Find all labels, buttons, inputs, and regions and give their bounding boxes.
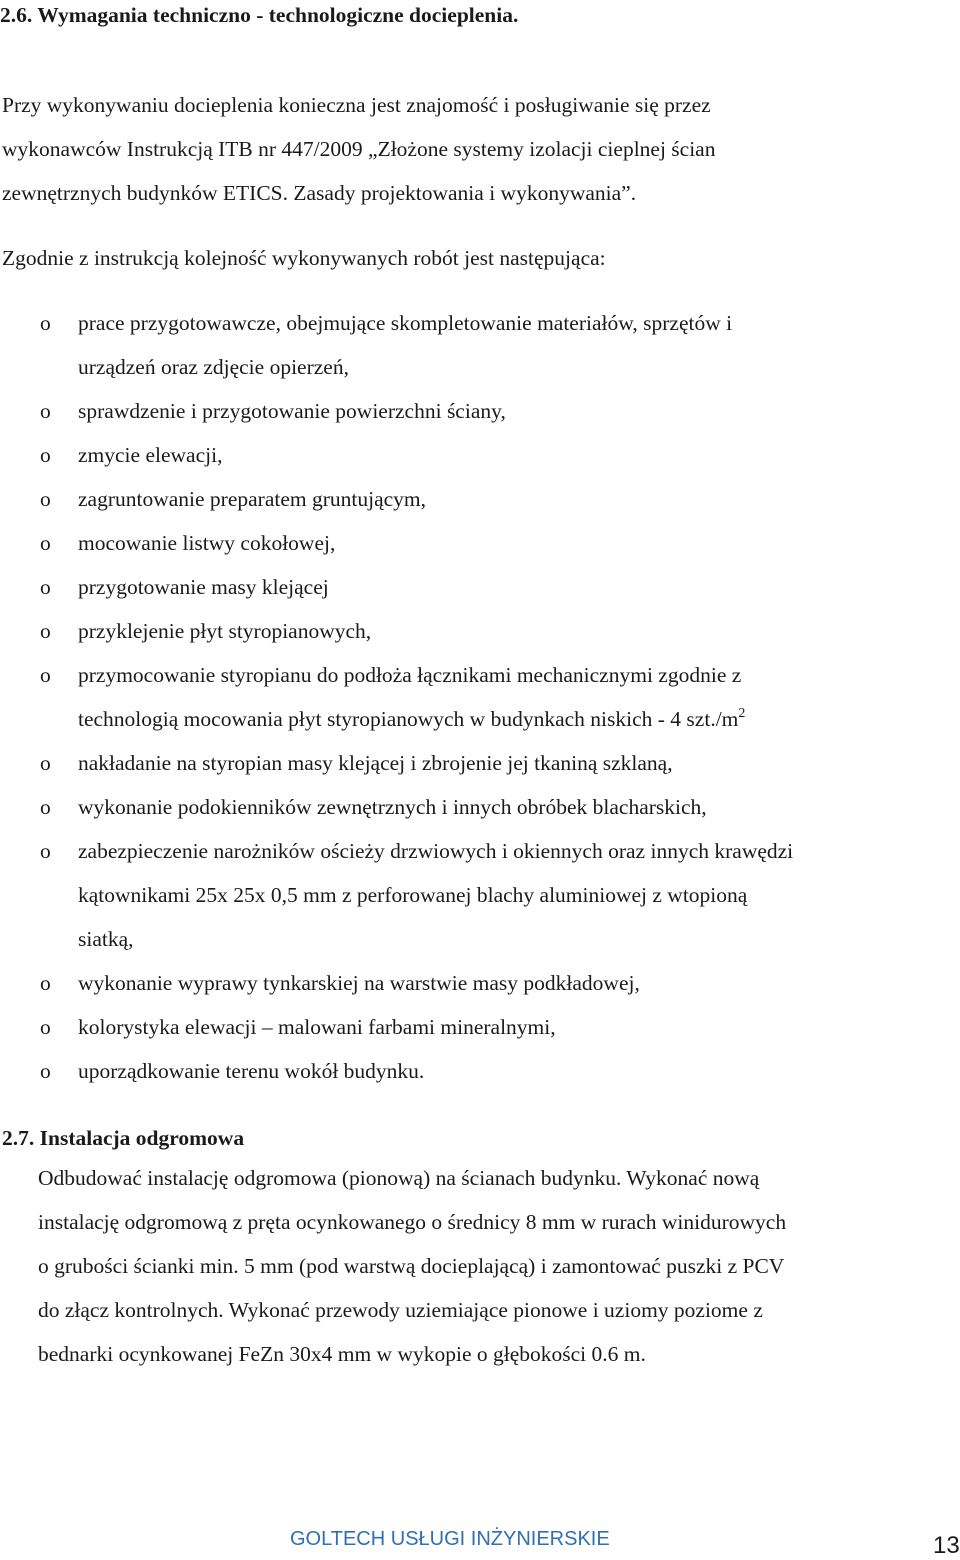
list-item-continuation: kątownikami 25x 25x 0,5 mm z perforowanej blachy aluminiowej z wtopioną xyxy=(78,883,748,907)
list-item: przymocowanie styropianu do podłoża łącznikami mechanicznymi zgodnie z xyxy=(78,663,742,687)
bullet-marker: o xyxy=(40,839,51,863)
bullet-marker: o xyxy=(40,1015,51,1039)
list-item: sprawdzenie i przygotowanie powierzchni ściany, xyxy=(78,399,506,423)
list-item-continuation: urządzeń oraz zdjęcie opierzeń, xyxy=(78,355,349,379)
list-item: zmycie elewacji, xyxy=(78,443,223,467)
list-item: zabezpieczenie narożników ościeży drzwiowych i okiennych oraz innych krawędzi xyxy=(78,839,794,863)
section-heading-2-7: 2.7. Instalacja odgromowa xyxy=(2,1126,245,1150)
bullet-marker: o xyxy=(40,399,51,423)
footer-company: GOLTECH USŁUGI INŻYNIERSKIE xyxy=(290,1528,610,1550)
order-intro: Zgodnie z instrukcją kolejność wykonywanych robót jest następująca: xyxy=(2,246,606,270)
bullet-marker: o xyxy=(40,663,51,687)
paragraph-line: bednarki ocynkowanej FeZn 30x4 mm w wykopie o głębokości 0.6 m. xyxy=(38,1342,646,1366)
bullet-marker: o xyxy=(40,531,51,555)
bullet-marker: o xyxy=(40,971,51,995)
list-item: kolorystyka elewacji – malowani farbami mineralnymi, xyxy=(78,1015,556,1039)
list-item-continuation xyxy=(78,705,745,733)
list-item-continuation: siatką, xyxy=(78,927,134,951)
list-item: zagruntowanie preparatem gruntującym, xyxy=(78,487,427,511)
paragraph-line: o grubości ścianki min. 5 mm (pod warstwą docieplającą) i zamontować puszki z PCV xyxy=(38,1254,785,1278)
paragraph-line: Odbudować instalację odgromowa (pionową) na ścianach budynku. Wykonać nową xyxy=(38,1166,760,1190)
list-item: mocowanie listwy cokołowej, xyxy=(78,531,336,555)
intro-line-2: wykonawców Instrukcją ITB nr 447/2009 „Złożone systemy izolacji cieplnej ścian xyxy=(2,137,716,161)
bullet-marker: o xyxy=(40,1059,51,1083)
bullet-marker: o xyxy=(40,487,51,511)
paragraph-line: do złącz kontrolnych. Wykonać przewody uziemiające pionowe i uziomy poziome z xyxy=(38,1298,763,1322)
intro-line-1: Przy wykonywaniu docieplenia konieczna jest znajomość i posługiwanie się przez xyxy=(2,93,711,117)
page-number: 13 xyxy=(933,1532,960,1559)
bullet-marker: o xyxy=(40,795,51,819)
list-item: prace przygotowawcze, obejmujące skompletowanie materiałów, sprzętów i xyxy=(78,311,733,335)
superscript: 2 xyxy=(738,706,746,721)
bullet-marker: o xyxy=(40,619,51,643)
bullet-marker: o xyxy=(40,751,51,775)
bullet-marker: o xyxy=(40,443,51,467)
intro-line-3: zewnętrznych budynków ETICS. Zasady projektowania i wykonywania”. xyxy=(2,181,637,205)
list-item: wykonanie wyprawy tynkarskiej na warstwie masy podkładowej, xyxy=(78,971,640,995)
list-item: przygotowanie masy klejącej xyxy=(78,575,329,599)
list-item-text: technologią mocowania płyt styropianowych w budynkach niskich - 4 szt./m xyxy=(78,707,739,731)
bullet-marker: o xyxy=(40,575,51,599)
section-heading-2-6: 2.6. Wymagania techniczno - technologiczne docieplenia. xyxy=(0,3,519,27)
list-item: przyklejenie płyt styropianowych, xyxy=(78,619,372,643)
paragraph-line: instalację odgromową z pręta ocynkowanego o średnicy 8 mm w rurach winidurowych xyxy=(38,1210,787,1234)
bullet-marker: o xyxy=(40,311,51,335)
list-item: nakładanie na styropian masy klejącej i zbrojenie jej tkaniną szklaną, xyxy=(78,751,673,775)
list-item: wykonanie podokienników zewnętrznych i innych obróbek blacharskich, xyxy=(78,795,707,819)
list-item: uporządkowanie terenu wokół budynku. xyxy=(78,1059,425,1083)
